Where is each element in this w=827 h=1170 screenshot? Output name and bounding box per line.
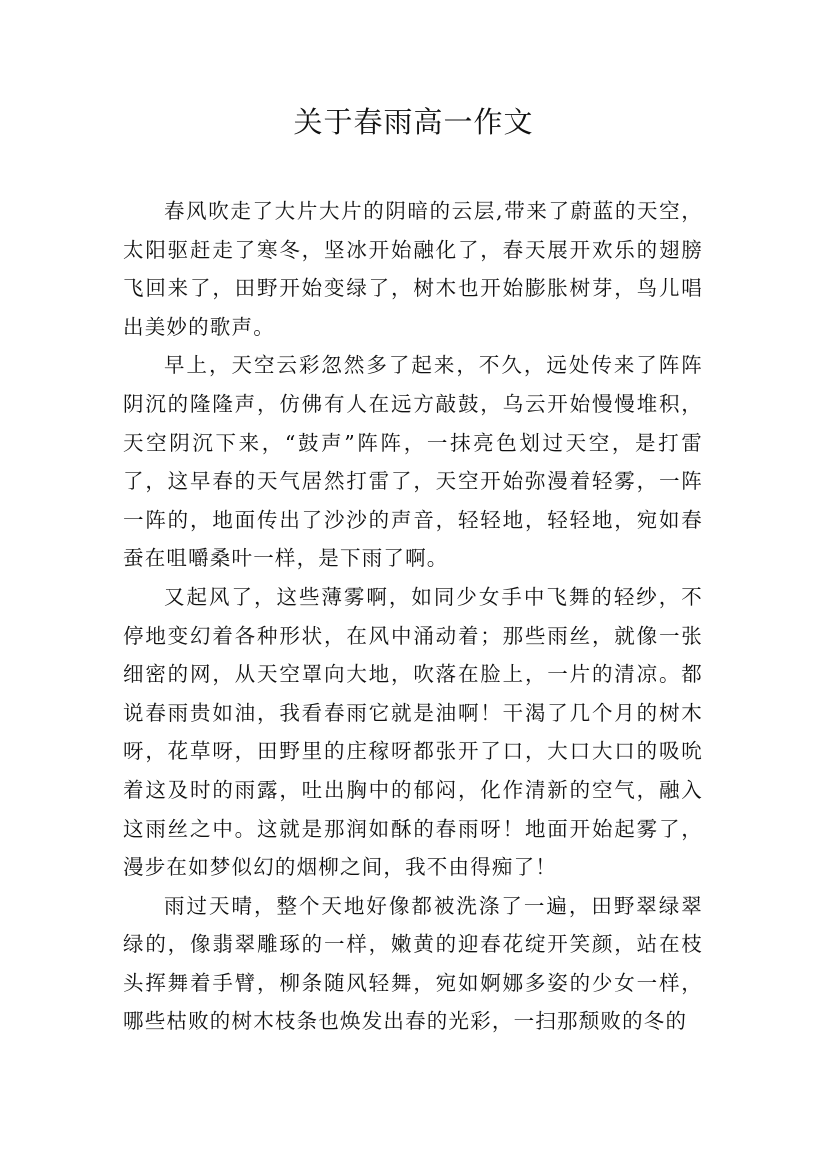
document-body	[123, 192, 703, 1041]
paragraph-3: 又起风了，这些薄雾啊，如同少女手中飞舞的轻纱，不停地变幻着各种形状，在风中涌动着；那些雨丝，就像一张细密的网，从天空罩向大地，吹落在脸上，一片的清凉。都说春雨贵如油，我看春雨它就是油啊！干渴了几个月的树木呀，花草呀，田野里的庄稼呀都张开了口，大口大口的吸吮着这及时的雨露，吐出胸中的郁闷，化作清新的空气，融入这雨丝之中。这就是那润如酥的春雨呀！地面开始起雾了，漫步在如梦似幻的烟柳之间，我不由得痴了！	[123, 584, 703, 880]
paragraph-1: 春风吹走了大片大片的阴暗的云层,带来了蔚蓝的天空，太阳驱赶走了寒冬，坚冰开始融化了，春天展开欢乐的翅膀飞回来了，田野开始变绿了，树木也开始膨胀树芽，鸟儿唱出美妙的歌声。	[123, 199, 703, 339]
document-title: 关于春雨高一作文	[293, 105, 534, 139]
paragraph-4: 雨过天晴，整个天地好像都被洗涤了一遍，田野翠绿翠绿的，像翡翠雕琢的一样，嫩黄的迎春花绽开笑颜，站在枝头挥舞着手臂，柳条随风轻舞，宛如婀娜多姿的少女一样，哪些枯败的树木枝条也焕发出春的光彩，一扫那颓败的冬的	[123, 893, 703, 1034]
paragraph-2: 早上，天空云彩忽然多了起来，不久，远处传来了阵阵阴沉的隆隆声，仿佛有人在远方敲鼓，乌云开始慢慢堆积，天空阴沉下来，“鼓声”阵阵，一抹亮色划过天空，是打雷了，这早春的天气居然打雷了，天空开始弥漫着轻雾，一阵一阵的，地面传出了沙沙的声音，轻轻地，轻轻地，宛如春蚕在咀嚼桑叶一样，是下雨了啊。	[123, 353, 703, 571]
